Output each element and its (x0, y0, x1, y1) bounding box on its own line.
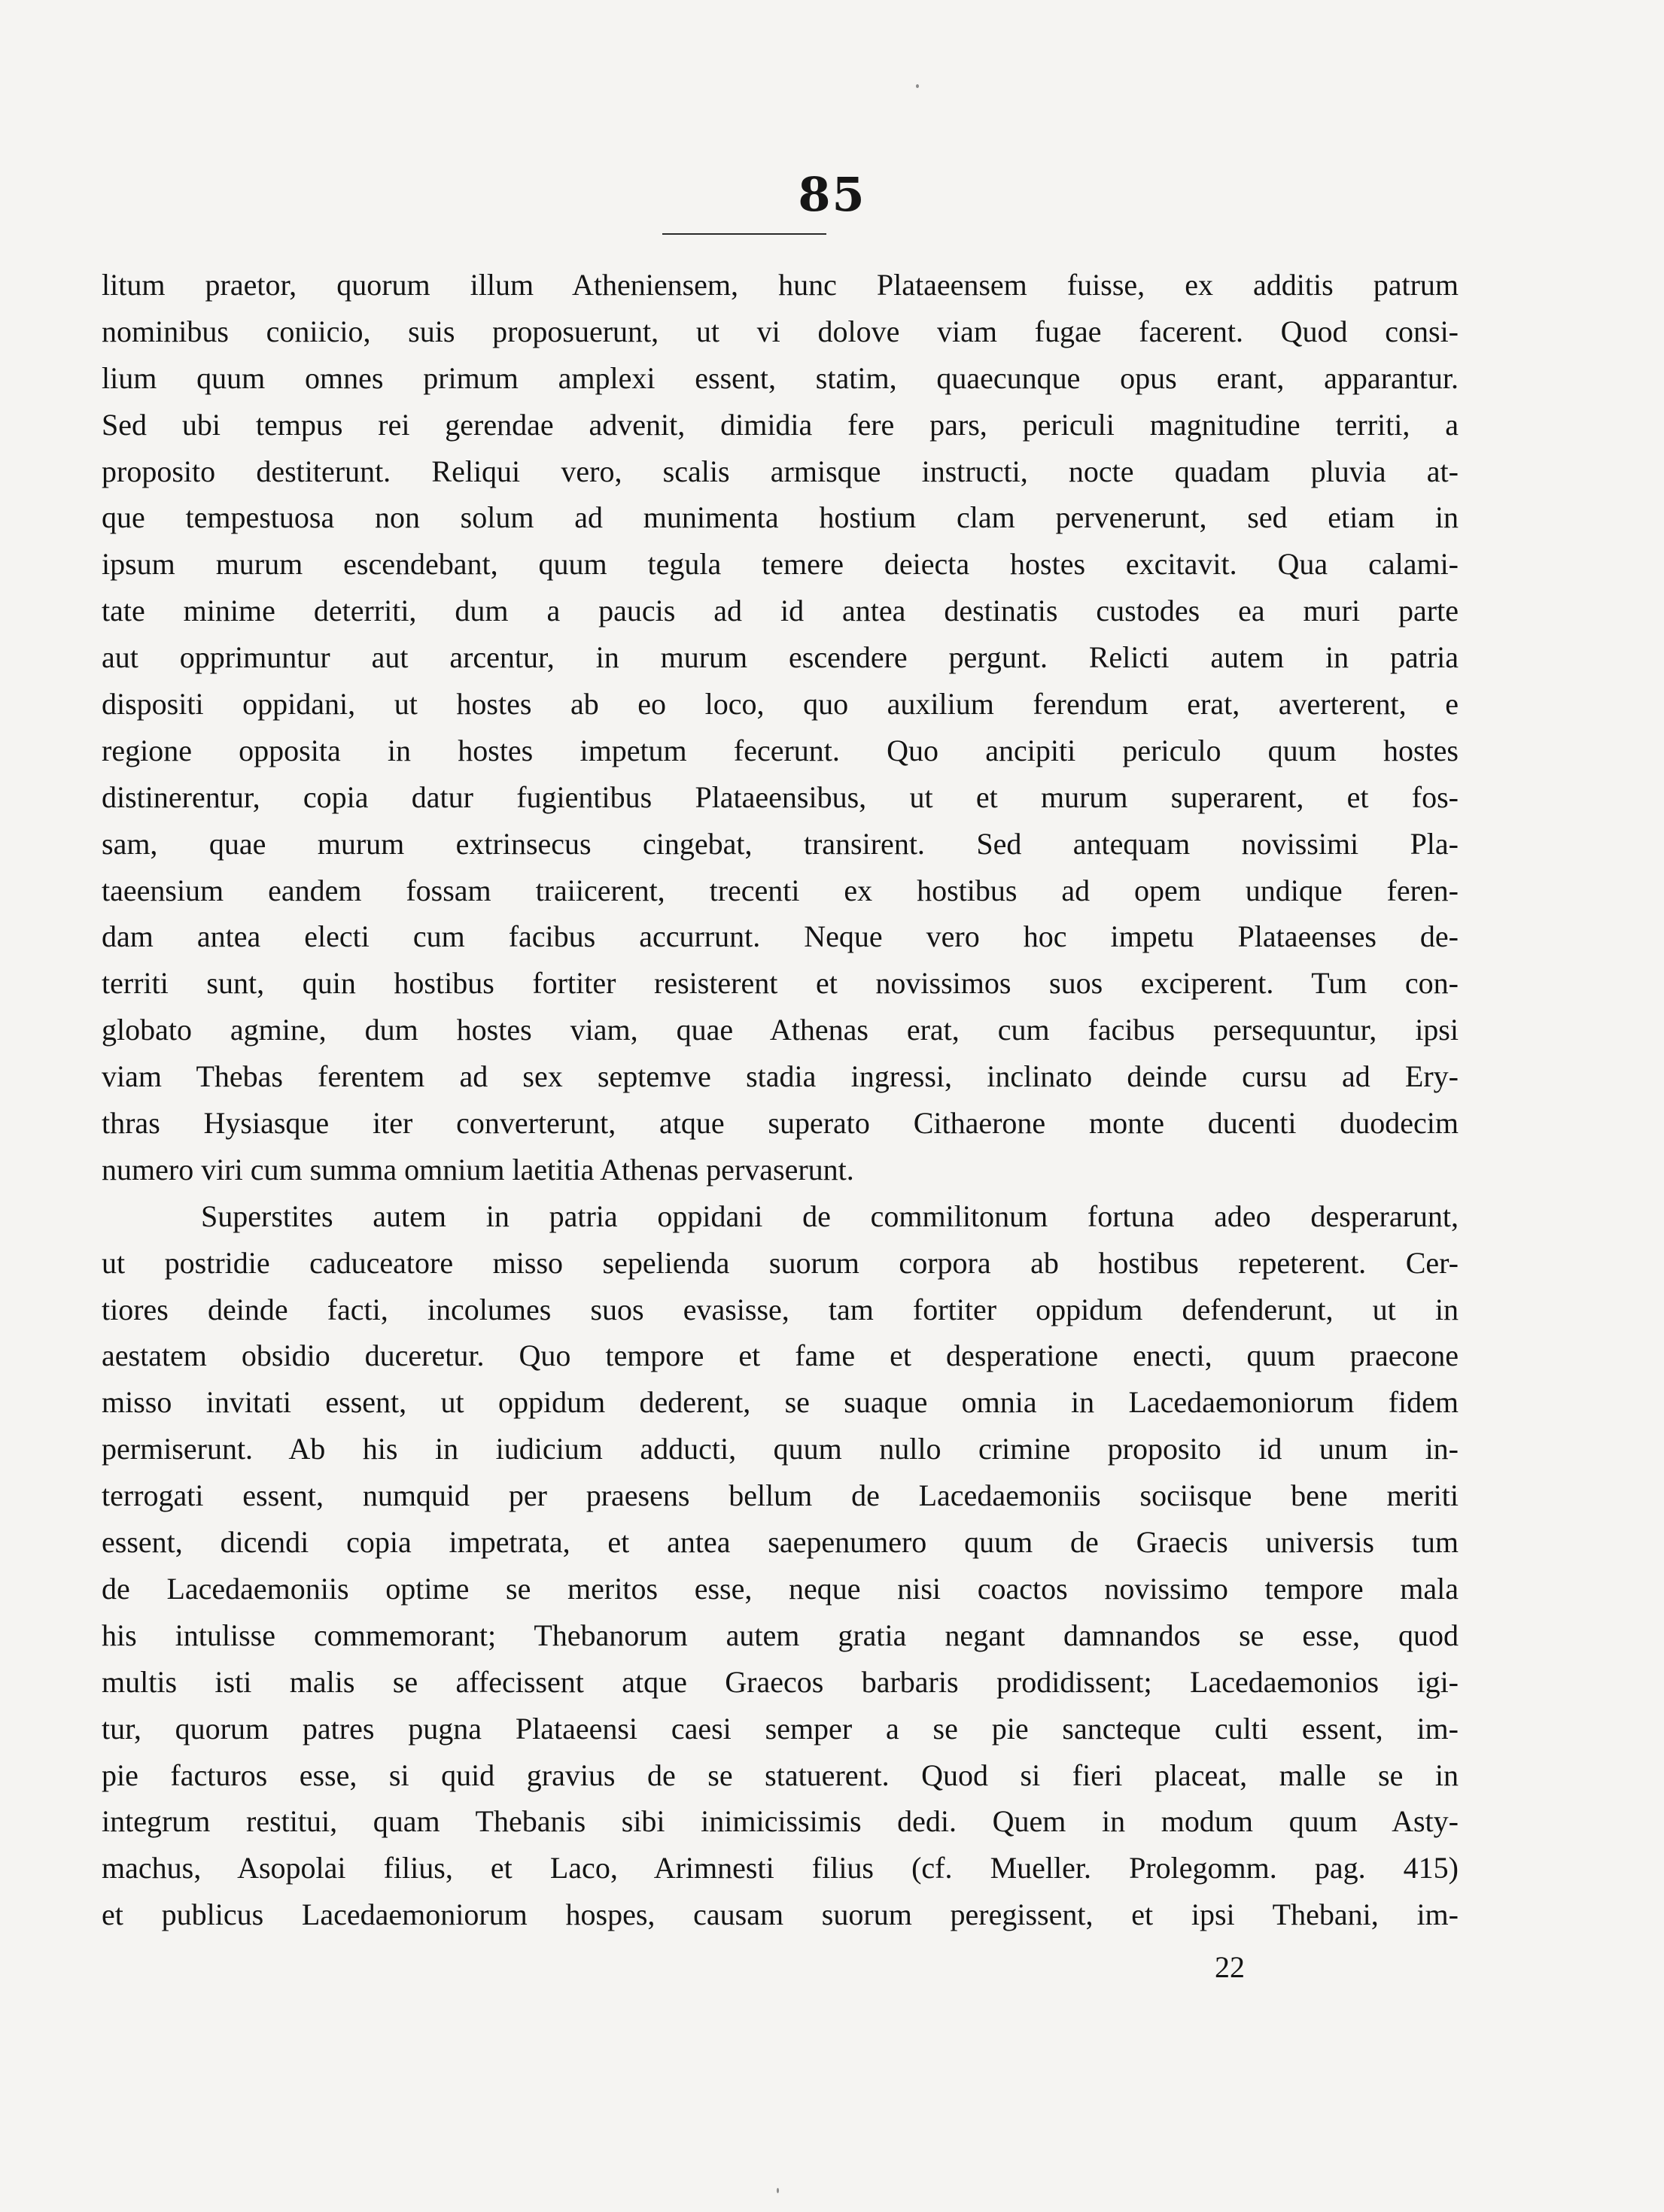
text-line: litum praetor, quorum illum Atheniensem, hunc Plataeensem fuisse, ex additis patrum (102, 268, 1459, 302)
text-line: his intulisse commemorant; Thebanorum autem gratia negant damnandos se esse, quod (102, 1618, 1459, 1652)
text-line: ut postridie caduceatore misso sepelienda suorum corpora ab hostibus repeterent. Cer- (102, 1245, 1459, 1280)
paragraph-first-line: Superstites autem in patria oppidani de commilitonum fortuna adeo desperarunt, (201, 1199, 1459, 1233)
text-line: aut opprimuntur aut arcentur, in murum escendere pergunt. Relicti autem in patria (102, 640, 1459, 675)
text-line: dispositi oppidani, ut hostes ab eo loco, quo auxilium ferendum erat, averterent, e (102, 687, 1459, 722)
text-line: terrogati essent, numquid per praesens bellum de Lacedaemoniis sociisque bene meriti (102, 1478, 1459, 1513)
text-line: regione opposita in hostes impetum fecerunt. Quo ancipiti periculo quum hostes (102, 733, 1459, 767)
text-line: que tempestuosa non solum ad munimenta hostium clam pervenerunt, sed etiam in (102, 500, 1459, 535)
text-line: ipsum murum escendebant, quum tegula temere deiecta hostes excitavit. Qua calami- (102, 547, 1459, 582)
text-line: proposito destiterunt. Reliqui vero, scalis armisque instructi, nocte quadam pluvia at- (102, 454, 1459, 488)
text-line: territi sunt, quin hostibus fortiter resisterent et novissimos suos exciperent. Tum con- (102, 966, 1459, 1001)
text-line: pie facturos esse, si quid gravius de se statuerent. Quod si fieri placeat, malle se in (102, 1758, 1459, 1792)
text-line: aestatem obsidio duceretur. Quo tempore et fame et desperatione enecti, quum praecone (102, 1338, 1459, 1373)
text-line: lium quum omnes primum amplexi essent, statim, quaecunque opus erant, apparantur. (102, 360, 1459, 395)
text-line: tate minime deterriti, dum a paucis ad id antea destinatis custodes ea muri parte (102, 594, 1459, 628)
page-number-rule (662, 233, 826, 235)
text-line: distinerentur, copia datur fugientibus Plataeensibus, ut et murum superarent, et fos- (102, 779, 1459, 814)
text-line: essent, dicendi copia impetrata, et antea saepenumero quum de Graecis universis tum (102, 1525, 1459, 1560)
text-line: thras Hysiasque iter converterunt, atque superato Cithaerone monte ducenti duodecim (102, 1106, 1459, 1141)
body-text (102, 262, 1459, 1938)
paper-speck (916, 84, 919, 88)
text-line: multis isti malis se affecissent atque Graecos barbaris prodidissent; Lacedaemonios igi- (102, 1664, 1459, 1699)
page-number: 85 (798, 167, 866, 222)
text-line: tiores deinde facti, incolumes suos evasisse, tam fortiter oppidum defenderunt, ut in (102, 1292, 1459, 1326)
text-line: taeensium eandem fossam traiicerent, trecenti ex hostibus ad opem undique feren- (102, 873, 1459, 907)
text-line: Sed ubi tempus rei gerendae advenit, dimidia fere pars, periculi magnitudine territi, a (102, 407, 1459, 442)
text-line: sam, quae murum extrinsecus cingebat, transirent. Sed antequam novissimi Pla- (102, 826, 1459, 861)
text-line: machus, Asopolai filius, et Laco, Arimnesti filius (cf. Mueller. Prolegomm. pag. 415) (102, 1851, 1459, 1885)
text-line: de Lacedaemoniis optime se meritos esse, neque nisi coactos novissimo tempore mala (102, 1571, 1459, 1606)
signature-mark: 22 (1215, 1950, 1245, 1984)
text-line: misso invitati essent, ut oppidum dederent, se suaque omnia in Lacedaemoniorum fidem (102, 1385, 1459, 1420)
text-line: integrum restitui, quam Thebanis sibi inimicissimis dedi. Quem in modum quum Asty- (102, 1804, 1459, 1839)
text-line: viam Thebas ferentem ad sex septemve stadia ingressi, inclinato deinde cursu ad Ery- (102, 1059, 1459, 1094)
text-line: dam antea electi cum facibus accurrunt. Neque vero hoc impetu Plataeenses de- (102, 919, 1459, 954)
text-line: et publicus Lacedaemoniorum hospes, causam suorum peregissent, et ipsi Thebani, im- (102, 1898, 1459, 1932)
text-line: nominibus coniicio, suis proposuerunt, ut vi dolove viam fugae facerent. Quod consi- (102, 314, 1459, 348)
text-line: tur, quorum patres pugna Plataeensi caesi semper a se pie sancteque culti essent, im- (102, 1711, 1459, 1746)
text-line: globato agmine, dum hostes viam, quae Athenas erat, cum facibus persequuntur, ipsi (102, 1013, 1459, 1047)
text-line: permiserunt. Ab his in iudicium adducti, quum nullo crimine proposito id unum in- (102, 1432, 1459, 1466)
paper-speck (777, 2188, 779, 2193)
paragraph-end-line: numero viri cum summa omnium laetitia Athenas pervaserunt. (102, 1152, 854, 1187)
